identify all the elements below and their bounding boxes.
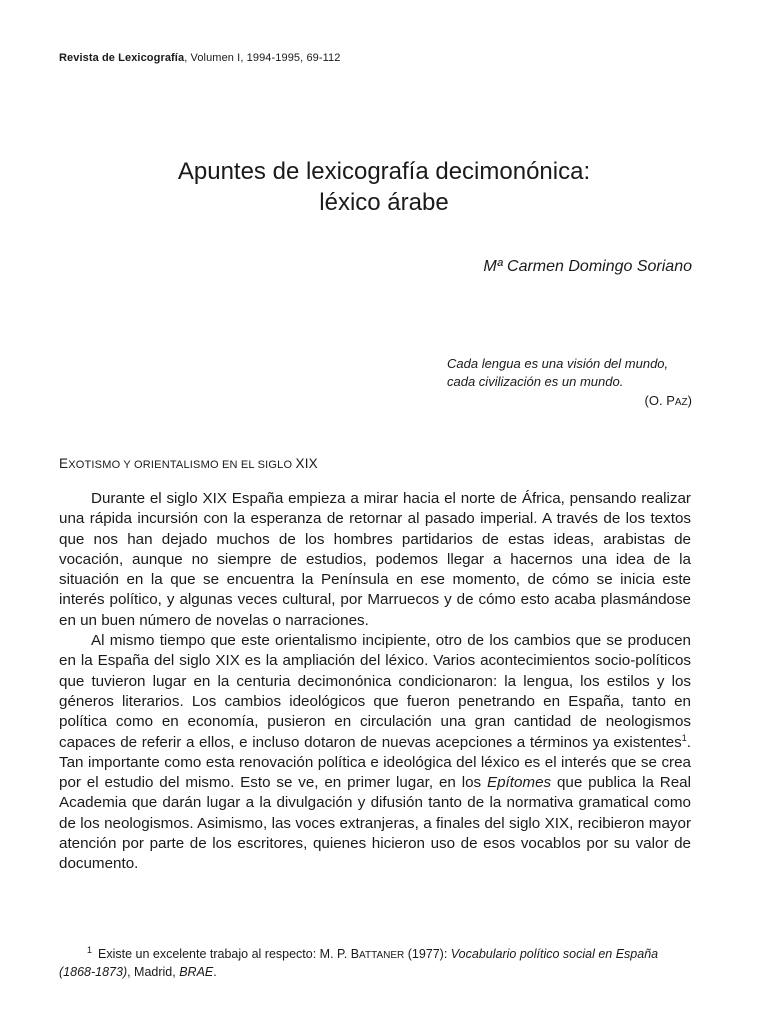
section-smallcaps: XOTISMO Y ORIENTALISMO EN EL SIGLO: [68, 459, 296, 471]
footnote-title: Vocabulario político social en España (1868-1873): [59, 947, 659, 979]
footnote-smallcaps: ATTANER: [359, 950, 405, 961]
epigraph-line-2: cada civilización es un mundo.: [447, 374, 624, 389]
epigraph-line-1: Cada lengua es una visión del mundo,: [447, 356, 669, 371]
epigraph: [447, 355, 692, 412]
paragraph-2-emphasis: Epítomes: [486, 774, 552, 792]
attribution-open: (O. P: [644, 393, 675, 408]
paragraph-2-part-a: Al mismo tiempo que este orientalismo incipiente, otro de los cambios que se producen en la España del siglo XIX es la ampliación del léxico. Varios acontecimientos socio-políticos que tuvieron lugar en la centuria decimonónica condicionaron: la lengua, los estilos y los géneros literarios. Los cambios ideológicos que fueron penetrando en España, tanto en política como en economía, pusieron en circulación una gran cantidad de neologismos capaces de referir a ellos, e incluso dotaron de nuevas acepciones a términos ya existentes: [59, 632, 691, 751]
journal-details: , Volumen I, 1994-1995, 69-112: [184, 52, 341, 64]
paragraph-1: Durante el siglo XIX España empieza a mirar hacia el norte de África, pensando realizar una rápida incursión con la esperanza de retornar al pasado imperial. A través de los textos que nos han dejado muchos de los hombres partidarios de estas ideas, arabistas de vocación, aunque no siempre de estudios, podemos llegar a hacernos una idea de la situación en la que se encuentra la Península en ese momento, de cómo se inicia este interés político, y algunas veces cultural, por Marruecos y de cómo esto acaba plasmándose en un buen número de novelas o narraciones.: [59, 490, 691, 629]
footnote-number: 1: [87, 944, 93, 955]
footnote-publisher: BRAE: [179, 965, 214, 979]
epigraph-attribution: [447, 392, 692, 412]
title-line-2: léxico árabe: [319, 189, 449, 216]
footnote-reference[interactable]: 1: [681, 732, 687, 743]
footnote-text-c: , Madrid,: [127, 965, 180, 979]
attribution-close: ): [687, 393, 692, 408]
paragraph-2-part-b: . Tan importante como esta renovación política e ideológica del léxico es el interés que se crea por el estudio del mismo. Esto se ve, en primer lugar, en los: [59, 733, 691, 792]
footnote-text-b: (1977):: [404, 947, 451, 961]
body-text: [59, 489, 691, 875]
article-title: [0, 156, 768, 218]
journal-name: Revista de Lexicografía: [59, 52, 185, 64]
footnote-text-d: .: [213, 965, 217, 979]
journal-header: [59, 52, 340, 64]
paragraph-2: [59, 631, 691, 875]
author-name: Mª Carmen Domingo Soriano: [483, 258, 692, 275]
footnote-text-a: Existe un excelente trabajo al respecto: M. P. B: [98, 947, 360, 961]
title-line-1: Apuntes de lexicografía decimonónica:: [177, 158, 591, 185]
section-heading: [59, 456, 318, 471]
section-roman: XIX: [295, 456, 318, 471]
section-initial: E: [59, 456, 69, 471]
paragraph-2-part-c: que publica la Real Academia que darán lugar a la divulgación y difusión tanto de la normativa gramatical como de los neologismos. Asimismo, las voces extranjeras, a finales del siglo XIX, recibieron mayor atención por parte de los escritores, quienes hicieron uso de esos vocablos por su valor de documento.: [59, 774, 691, 873]
attribution-small: AZ: [674, 397, 688, 408]
footnote: [59, 946, 691, 981]
